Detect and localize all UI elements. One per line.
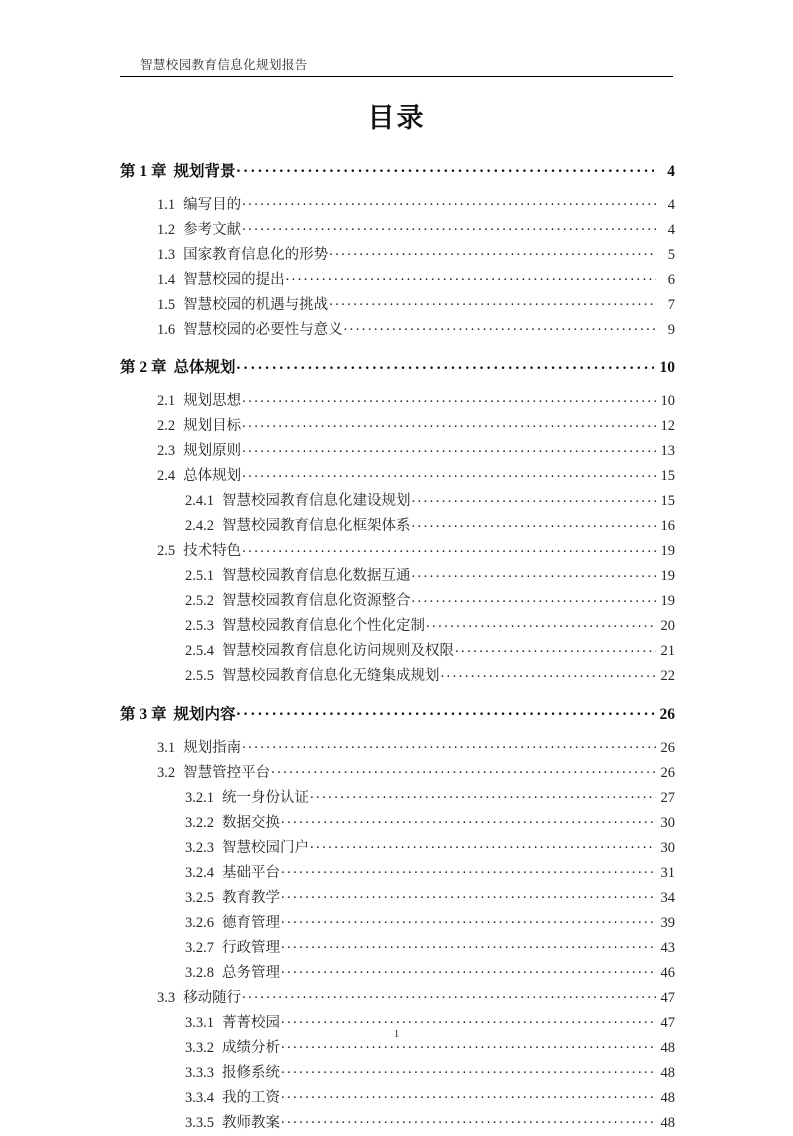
toc-entry-page-number: 19 — [660, 593, 675, 609]
toc-entry-number: 2.4.2 — [185, 518, 214, 534]
toc-entry-label: 智慧校园教育信息化访问规则及权限 — [222, 643, 454, 659]
toc-entry-page-number: 34 — [660, 889, 675, 906]
toc-dot-leader — [237, 357, 654, 373]
toc-entry-label: 智慧校园的机遇与挑战 — [183, 296, 329, 313]
toc-entry-label: 规划思想 — [183, 393, 242, 409]
toc-entry-label: 教师教案 — [222, 1114, 280, 1131]
toc-entry-number: 第 1 章 — [120, 162, 167, 180]
toc-entry-level-3[interactable] — [185, 936, 675, 961]
toc-entry-page-number: 19 — [660, 568, 675, 584]
toc-dot-leader — [412, 491, 657, 506]
toc-entry-number: 3.2.2 — [185, 814, 214, 831]
toc-entry-label: 总体规划 — [183, 468, 242, 484]
toc-dot-leader — [242, 219, 656, 234]
toc-entry-label: 我的工资 — [222, 1089, 280, 1106]
toc-entry-page-number: 43 — [660, 939, 675, 956]
toc-entry-number: 3.3.1 — [185, 1014, 214, 1031]
toc-entry-label: 基础平台 — [222, 864, 280, 881]
toc-entry-number: 1.5 — [157, 296, 176, 313]
toc-dot-leader — [329, 294, 656, 309]
toc-entry-label: 报修系统 — [222, 1064, 280, 1081]
toc-entry-level-3[interactable] — [185, 1061, 675, 1086]
toc-entry-page-number: 12 — [660, 418, 675, 434]
toc-entry-label: 总体规划 — [173, 359, 236, 376]
toc-dot-leader — [242, 737, 656, 752]
page-title: 目录 — [367, 103, 426, 133]
toc-entry-level-3[interactable] — [185, 589, 675, 614]
toc-dot-leader — [455, 641, 656, 656]
toc-dot-leader — [310, 837, 656, 852]
toc-entry-number: 1.3 — [157, 246, 176, 263]
toc-entry-page-number: 20 — [660, 618, 675, 634]
toc-entry-page-number: 7 — [667, 296, 675, 313]
toc-entry-number: 第 3 章 — [120, 705, 167, 723]
toc-entry-number: 2.5.3 — [185, 618, 214, 634]
toc-entry-number: 2.5.1 — [185, 568, 214, 584]
toc-entry-level-2[interactable] — [157, 539, 675, 564]
toc-entry-number: 2.2 — [157, 418, 176, 434]
toc-dot-leader — [281, 1087, 656, 1102]
toc-entry-page-number: 39 — [660, 914, 675, 931]
toc-entry-number: 3.2.3 — [185, 839, 214, 856]
toc-entry-level-3[interactable] — [185, 489, 675, 514]
toc-entry-label: 菁菁校园 — [222, 1014, 280, 1031]
toc-entry-label: 规划指南 — [183, 739, 242, 756]
toc-entry-page-number: 22 — [660, 668, 675, 684]
toc-entry-number: 2.5.4 — [185, 643, 214, 659]
toc-dot-leader — [441, 666, 657, 681]
toc-entry-number: 1.6 — [157, 321, 176, 338]
toc-dot-leader — [281, 887, 656, 902]
toc-entry-level-2[interactable] — [157, 193, 675, 218]
toc-entry-page-number: 4 — [667, 196, 675, 213]
toc-entry-number: 3.2 — [157, 764, 176, 781]
toc-entry-number: 3.2.6 — [185, 914, 214, 931]
toc-entry-level-2[interactable] — [157, 414, 675, 439]
toc-entry-label: 规划原则 — [183, 443, 242, 459]
toc-entry-level-1[interactable] — [120, 703, 675, 725]
toc-entry-label: 编写目的 — [183, 196, 242, 213]
table-of-contents — [0, 146, 793, 1136]
toc-entry-label: 智慧校园的提出 — [183, 271, 285, 288]
toc-entry-level-3[interactable] — [185, 961, 675, 986]
toc-entry-page-number: 30 — [660, 814, 675, 831]
toc-entry-level-3[interactable] — [185, 886, 675, 911]
toc-entry-page-number: 48 — [660, 1114, 675, 1131]
toc-entry-number: 3.2.7 — [185, 939, 214, 956]
toc-entry-label: 智慧校园的必要性与意义 — [183, 321, 343, 338]
toc-entry-label: 智慧管控平台 — [183, 764, 271, 781]
toc-entry-level-2[interactable] — [157, 218, 675, 243]
toc-entry-label: 智慧校园教育信息化建设规划 — [222, 493, 411, 509]
toc-dot-leader — [281, 812, 656, 827]
toc-entry-number: 第 2 章 — [120, 359, 167, 376]
toc-dot-leader — [242, 466, 656, 481]
toc-entry-level-3[interactable] — [185, 836, 675, 861]
toc-entry-number: 1.2 — [157, 221, 176, 238]
toc-entry-page-number: 13 — [660, 443, 675, 459]
footer-page-number: 1 — [393, 1028, 400, 1040]
toc-dot-leader — [412, 516, 657, 531]
toc-dot-leader — [344, 319, 656, 334]
toc-entry-number: 2.5 — [157, 543, 176, 559]
toc-entry-number: 2.3 — [157, 443, 176, 459]
toc-dot-leader — [329, 244, 656, 259]
toc-entry-label: 移动随行 — [183, 989, 242, 1006]
toc-dot-leader — [281, 1012, 656, 1027]
toc-entry-label: 技术特色 — [183, 543, 242, 559]
toc-entry-page-number: 26 — [659, 705, 675, 723]
toc-entry-number: 2.5.2 — [185, 593, 214, 609]
toc-entry-page-number: 4 — [667, 162, 675, 180]
toc-entry-label: 规划内容 — [173, 705, 236, 723]
toc-entry-label: 行政管理 — [222, 939, 280, 956]
toc-entry-number: 3.3.2 — [185, 1039, 214, 1056]
toc-dot-leader — [242, 441, 656, 456]
toc-entry-page-number: 15 — [660, 468, 675, 484]
toc-entry-page-number: 26 — [660, 764, 675, 781]
toc-entry-number: 3.3.5 — [185, 1114, 214, 1131]
toc-entry-label: 智慧校园门户 — [222, 839, 309, 856]
toc-dot-leader — [237, 160, 654, 176]
toc-dot-leader — [242, 194, 656, 209]
toc-entry-page-number: 27 — [660, 789, 675, 806]
toc-dot-leader — [242, 541, 656, 556]
toc-entry-page-number: 48 — [660, 1064, 675, 1081]
toc-entry-label: 智慧校园教育信息化个性化定制 — [222, 618, 425, 634]
toc-entry-level-2[interactable] — [157, 986, 675, 1011]
toc-entry-level-3[interactable] — [185, 811, 675, 836]
toc-entry-label: 教育教学 — [222, 889, 280, 906]
toc-entry-label: 规划目标 — [183, 418, 242, 434]
toc-entry-label: 智慧校园教育信息化资源整合 — [222, 593, 411, 609]
toc-entry-page-number: 48 — [660, 1039, 675, 1056]
toc-dot-leader — [412, 591, 657, 606]
toc-entry-page-number: 4 — [667, 221, 675, 238]
toc-dot-leader — [281, 937, 656, 952]
toc-entry-number: 3.3 — [157, 989, 176, 1006]
toc-entry-page-number: 16 — [660, 518, 675, 534]
toc-entry-label: 德育管理 — [222, 914, 280, 931]
running-header — [120, 56, 673, 77]
toc-entry-level-2[interactable] — [157, 736, 675, 761]
toc-entry-number: 3.2.8 — [185, 964, 214, 981]
toc-entry-page-number: 46 — [660, 964, 675, 981]
toc-dot-leader — [281, 912, 656, 927]
toc-entry-number: 3.2.4 — [185, 864, 214, 881]
toc-entry-page-number: 10 — [660, 393, 675, 409]
toc-dot-leader — [242, 987, 656, 1002]
toc-dot-leader — [271, 762, 656, 777]
toc-entry-level-3[interactable] — [185, 861, 675, 886]
toc-entry-page-number: 47 — [660, 989, 675, 1006]
toc-entry-page-number: 47 — [660, 1014, 675, 1031]
toc-entry-label: 统一身份认证 — [222, 789, 309, 806]
toc-entry-page-number: 10 — [659, 359, 675, 376]
toc-entry-level-3[interactable] — [185, 514, 675, 539]
toc-entry-page-number: 15 — [660, 493, 675, 509]
toc-entry-label: 成绩分析 — [222, 1039, 280, 1056]
toc-dot-leader — [237, 703, 654, 719]
toc-entry-number: 3.3.3 — [185, 1064, 214, 1081]
toc-entry-level-1[interactable] — [120, 357, 675, 379]
toc-entry-level-2[interactable] — [157, 389, 675, 414]
toc-entry-level-1[interactable] — [120, 160, 675, 182]
toc-entry-number: 2.1 — [157, 393, 176, 409]
toc-entry-level-2[interactable] — [157, 464, 675, 489]
toc-entry-label: 总务管理 — [222, 964, 280, 981]
toc-dot-leader — [310, 787, 656, 802]
toc-entry-level-3[interactable] — [185, 1086, 675, 1111]
toc-entry-label: 参考文献 — [183, 221, 242, 238]
toc-entry-number: 2.4.1 — [185, 493, 214, 509]
toc-entry-number: 1.1 — [157, 196, 176, 213]
toc-entry-number: 2.5.5 — [185, 668, 214, 684]
toc-dot-leader — [281, 862, 656, 877]
toc-entry-page-number: 31 — [660, 864, 675, 881]
toc-entry-label: 数据交换 — [222, 814, 280, 831]
toc-dot-leader — [281, 1112, 656, 1127]
toc-entry-page-number: 21 — [660, 643, 675, 659]
toc-entry-level-2[interactable] — [157, 243, 675, 268]
toc-entry-number: 1.4 — [157, 271, 176, 288]
toc-dot-leader — [412, 566, 657, 581]
toc-entry-level-3[interactable] — [185, 639, 675, 664]
toc-entry-number: 3.3.4 — [185, 1089, 214, 1106]
toc-entry-level-3[interactable] — [185, 786, 675, 811]
toc-entry-label: 规划背景 — [173, 162, 236, 180]
toc-entry-label: 智慧校园教育信息化无缝集成规划 — [222, 668, 440, 684]
toc-entry-page-number: 48 — [660, 1089, 675, 1106]
header-rule — [120, 76, 673, 77]
toc-dot-leader — [281, 1062, 656, 1077]
toc-entry-level-2[interactable] — [157, 268, 675, 293]
toc-entry-label: 国家教育信息化的形势 — [183, 246, 329, 263]
toc-entry-page-number: 30 — [660, 839, 675, 856]
toc-entry-level-3[interactable] — [185, 664, 675, 689]
toc-dot-leader — [286, 269, 656, 284]
toc-entry-level-3[interactable] — [185, 614, 675, 639]
toc-entry-level-3[interactable] — [185, 911, 675, 936]
toc-entry-level-3[interactable] — [185, 564, 675, 589]
toc-entry-level-2[interactable] — [157, 318, 675, 343]
toc-entry-label: 智慧校园教育信息化框架体系 — [222, 518, 411, 534]
toc-entry-page-number: 9 — [667, 321, 675, 338]
toc-dot-leader — [426, 616, 656, 631]
toc-entry-page-number: 26 — [660, 739, 675, 756]
toc-entry-number: 2.4 — [157, 468, 176, 484]
toc-entry-number: 3.1 — [157, 739, 176, 756]
toc-entry-level-2[interactable] — [157, 439, 675, 464]
toc-entry-label: 智慧校园教育信息化数据互通 — [222, 568, 411, 584]
toc-entry-number: 3.2.1 — [185, 789, 214, 806]
toc-dot-leader — [242, 391, 656, 406]
toc-dot-leader — [281, 962, 656, 977]
toc-entry-number: 3.2.5 — [185, 889, 214, 906]
toc-entry-page-number: 6 — [667, 271, 675, 288]
toc-entry-page-number: 19 — [660, 543, 675, 559]
running-header-title: 智慧校园教育信息化规划报告 — [140, 58, 308, 72]
toc-entry-level-2[interactable] — [157, 293, 675, 318]
toc-entry-level-2[interactable] — [157, 761, 675, 786]
toc-entry-level-3[interactable] — [185, 1111, 675, 1136]
toc-dot-leader — [242, 416, 656, 431]
toc-entry-page-number: 5 — [667, 246, 675, 263]
